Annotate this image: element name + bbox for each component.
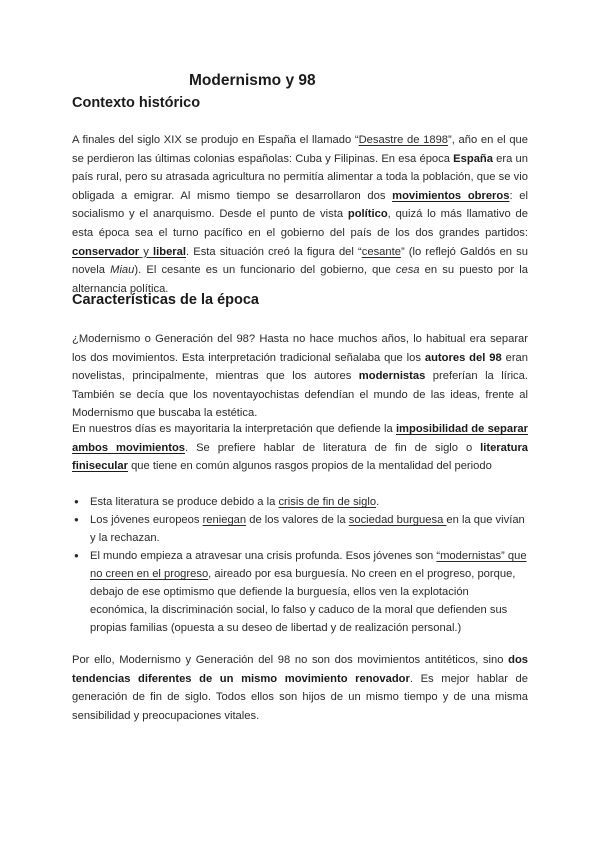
link-reniegan[interactable]: reniegan	[202, 514, 247, 526]
paragraph-contexto: A finales del siglo XIX se produjo en España el llamado “Desastre de 1898”, año en el que se perdieron las últimas colonias españolas: Cuba y Filipinas. En esa época España era un país rural, pero su atrasada agricultura no permitía alimentar a toda la población, que se vio obligada a emigrar. Al mismo tiempo se desarrollaron dos movimientos obreros: el socialismo y el anarquismo. Desde el punto de vista político, quizá lo más llamativo de esta época sea el turno pacífico en el gobierno del país de los dos grandes partidos: conservador y liberal. Esta situación creó la figura del “cesante” (lo reflejó Galdós en su novela Miau). El cesante es un funcionario del gobierno, que cesa en su puesto por la alternancia política.	[72, 134, 529, 295]
section-heading-caracteristicas: Características de la época	[72, 292, 259, 308]
link-cesante[interactable]: cesante	[361, 245, 401, 258]
link-liberal[interactable]: liberal	[153, 245, 186, 258]
page-title: Modernismo y 98	[189, 72, 316, 89]
link-modernistas-progreso[interactable]: “modernistas” que no creen en el progreso	[90, 550, 527, 580]
paragraph-conclusion: Por ello, Modernismo y Generación del 98 no son dos movimientos antitéticos, sino dos tendencias diferentes de un mismo movimiento renovador. Es mejor hablar de generación de fin de siglo. Todos ellos son hijos de un mismo tiempo y de una misma sensibilidad y preocupaciones vitales.	[72, 654, 528, 722]
bullet-list	[72, 493, 528, 637]
link-desastre-1898[interactable]: Desastre de 1898	[358, 134, 449, 146]
paragraph-interpretacion: En nuestros días es mayoritaria la interpretación que defiende la imposibilidad de separar ambos movimientos. Se prefiere hablar de literatura de fin de siglo o literatura finisecular que tiene en común algunos rasgos propios de la mentalidad del periodo	[72, 423, 529, 473]
list-item: ● Los jóvenes europeos reniegan de los valores de la sociedad burguesa en la que vivían y la rechazan.	[72, 511, 528, 547]
link-crisis-fin-de-siglo[interactable]: crisis de fin de siglo	[278, 496, 377, 508]
link-movimientos-obreros[interactable]: movimientos obreros	[392, 189, 510, 202]
paragraph-modernismo: ¿Modernismo o Generación del 98? Hasta no hace muchos años, lo habitual era separar los dos movimientos. Esta interpretación tradicional señalaba que los autores del 98 eran novelistas, principalmente, mientras que los autores modernistas preferían la lírica. También se decía que los noventayochistas defendían el mundo de las ideas, frente al Modernismo que buscaba la estética.	[72, 333, 528, 420]
link-finisecular[interactable]: finisecular	[72, 460, 128, 473]
link-conservador[interactable]: conservador	[72, 245, 140, 258]
link-sociedad-burguesa[interactable]: sociedad burguesa	[348, 514, 447, 526]
list-item: ● Esta literatura se produce debido a la crisis de fin de siglo.	[72, 493, 528, 511]
list-item: ● El mundo empieza a atravesar una crisis profunda. Esos jóvenes son “modernistas” que no creen en el progreso, aireado por esa burguesía. No creen en el progreso, porque, debajo de ese optimismo que defiende la burguesía, ellos ven la explotación económica, la discriminación social, lo falso y caduco de la moral que defienden sus propias familias (opuesta a su deseo de libertad y de realización personal.)	[72, 547, 528, 637]
link-imposibilidad[interactable]: imposibilidad de separar ambos movimientos	[72, 423, 528, 454]
section-heading-contexto: Contexto histórico	[72, 95, 201, 111]
